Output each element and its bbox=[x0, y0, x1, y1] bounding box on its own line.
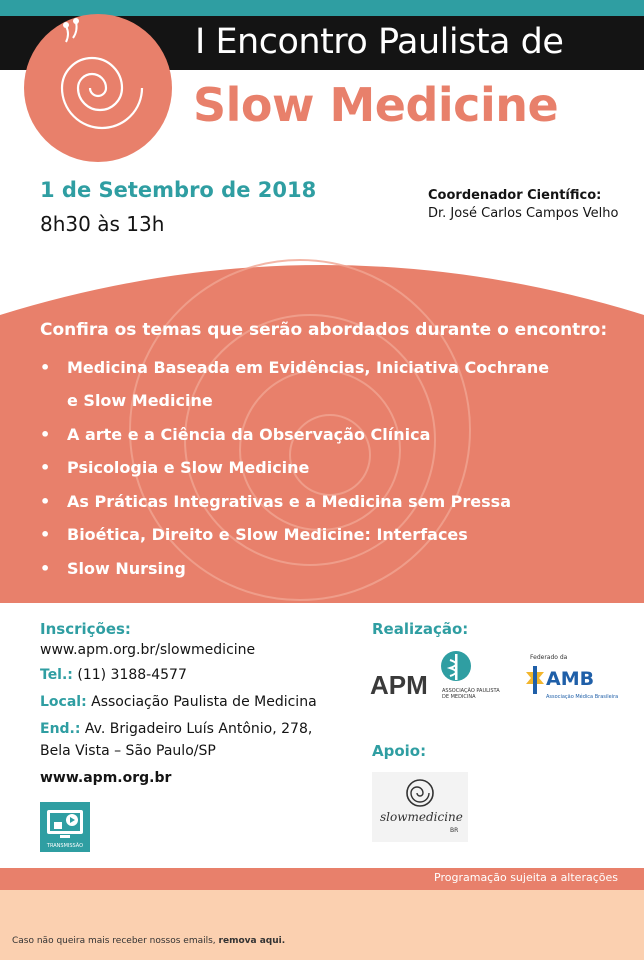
bullet-icon: • bbox=[40, 525, 51, 544]
event-title-line2: Slow Medicine bbox=[193, 78, 559, 132]
theme-text: Medicina Baseada em Evidências, Iniciativa Cochrane bbox=[67, 358, 550, 377]
spiral-icon bbox=[405, 778, 435, 808]
amb-federated-label: Federado da bbox=[530, 654, 568, 661]
bullet-icon: • bbox=[40, 358, 51, 377]
schedule-disclaimer: Programação sujeita a alterações bbox=[434, 871, 618, 884]
amb-subtitle: Associação Médica Brasileira bbox=[546, 694, 619, 700]
theme-text: e Slow Medicine bbox=[67, 391, 213, 410]
bullet-icon: • bbox=[40, 492, 51, 511]
themes-heading: Confira os temas que serão abordados durante o encontro: bbox=[40, 320, 608, 340]
snail-logo-icon bbox=[18, 8, 178, 163]
phone-line bbox=[40, 667, 187, 683]
theme-text: Psicologia e Slow Medicine bbox=[67, 458, 310, 477]
realizacao-label: Realização: bbox=[372, 620, 469, 638]
footer-band bbox=[0, 890, 644, 960]
theme-text: As Práticas Integrativas e a Medicina sem Pressa bbox=[67, 492, 511, 511]
venue-line bbox=[40, 694, 317, 710]
apm-logo-text: APM bbox=[370, 670, 428, 700]
event-time: 8h30 às 13h bbox=[40, 212, 165, 236]
slowmedicine-text: slowmedicine bbox=[380, 810, 463, 824]
apm-subtitle-2: DE MEDICINA bbox=[442, 694, 476, 700]
phone-label: Tel.: bbox=[40, 667, 73, 683]
address-line bbox=[40, 721, 312, 737]
apoio-label: Apoio: bbox=[372, 742, 427, 760]
bullet-icon: • bbox=[40, 425, 51, 444]
slowmedicine-country: BR bbox=[450, 827, 459, 834]
theme-text: A arte e a Ciência da Observação Clínica bbox=[67, 425, 431, 444]
bullet-icon: • bbox=[40, 559, 51, 578]
apm-subtitle-1: ASSOCIAÇÃO PAULISTA bbox=[442, 688, 500, 694]
amb-logo[interactable] bbox=[520, 654, 619, 704]
apm-logo[interactable] bbox=[368, 650, 498, 702]
venue-label: Local: bbox=[40, 694, 87, 710]
website-link[interactable]: www.apm.org.br bbox=[40, 770, 172, 786]
address-label: End.: bbox=[40, 721, 81, 737]
coordinator-label: Coordenador Científico: bbox=[428, 188, 602, 203]
unsubscribe-notice bbox=[12, 936, 285, 946]
unsubscribe-text: Caso não queira mais receber nossos emails, bbox=[12, 936, 219, 946]
slowmedicine-logo[interactable] bbox=[372, 772, 468, 842]
caduceus-icon bbox=[440, 650, 472, 688]
bullet-icon: • bbox=[40, 458, 51, 477]
streaming-icon[interactable] bbox=[40, 802, 90, 852]
venue-value: Associação Paulista de Medicina bbox=[86, 694, 317, 710]
event-title-line1: I Encontro Paulista de bbox=[195, 22, 564, 62]
address-line2: Bela Vista – São Paulo/SP bbox=[40, 743, 216, 759]
coordinator-name: Dr. José Carlos Campos Velho bbox=[428, 206, 619, 221]
theme-text: Slow Nursing bbox=[67, 559, 186, 578]
theme-text: Bioética, Direito e Slow Medicine: Interfaces bbox=[67, 525, 468, 544]
amb-logo-text: AMB bbox=[546, 668, 595, 690]
address-value: Av. Brigadeiro Luís Antônio, 278, bbox=[80, 721, 313, 737]
registration-link[interactable]: www.apm.org.br/slowmedicine bbox=[40, 642, 256, 658]
phone-value: (11) 3188-4577 bbox=[72, 667, 187, 683]
unsubscribe-link[interactable]: remova aqui. bbox=[218, 936, 286, 946]
event-date: 1 de Setembro de 2018 bbox=[40, 178, 317, 202]
streaming-caption: TRANSMISSÃO bbox=[46, 843, 84, 849]
inscricoes-label: Inscrições: bbox=[40, 620, 131, 638]
amb-emblem-icon bbox=[524, 666, 546, 694]
